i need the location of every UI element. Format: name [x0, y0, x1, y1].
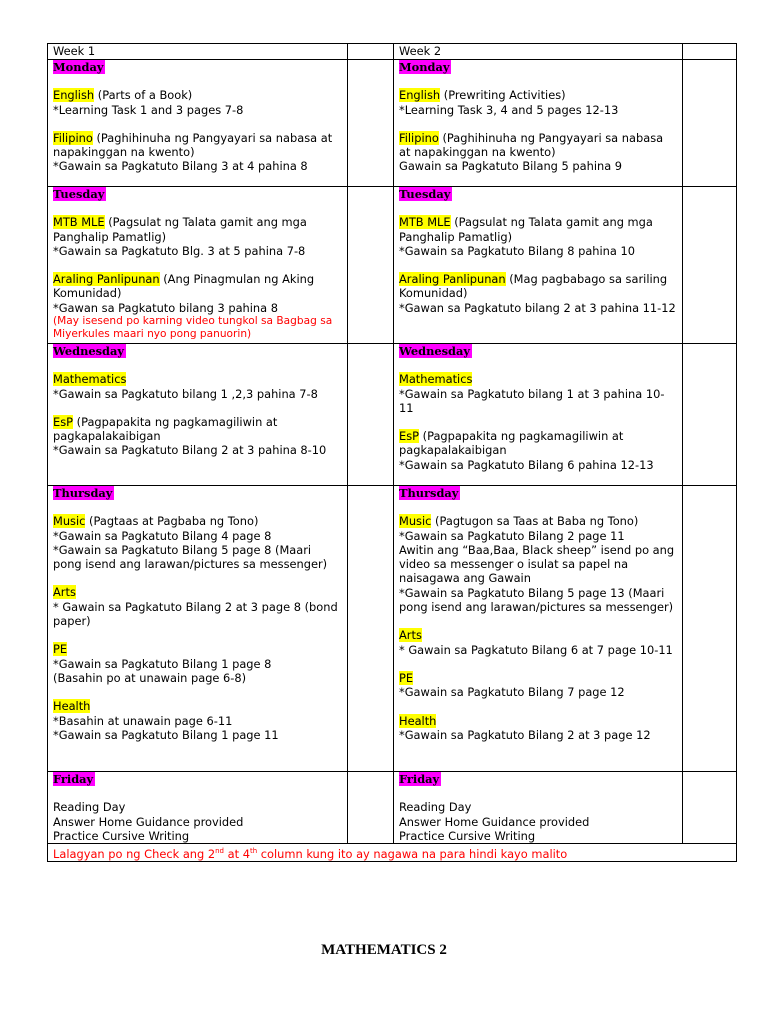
subject-block: [399, 272, 677, 315]
task-line: *Gawain sa Pagkatuto Bilang 2 page 11: [399, 528, 625, 543]
day-label-wrap: [399, 187, 677, 201]
subject-block: [53, 699, 342, 742]
task-line: *Gawain sa Pagkatuto Bilang 8 pahina 10: [399, 243, 635, 258]
subject-block: [53, 88, 342, 117]
week1-cell: [48, 187, 348, 344]
subject-name: PE: [53, 642, 68, 657]
week2-cell: [394, 187, 683, 344]
day-label: Tuesday: [53, 187, 105, 201]
subject-heading: [399, 514, 677, 528]
subject-name: EsP: [53, 414, 74, 429]
check-cell: [348, 60, 394, 187]
subject-description: (Pagpapakita ng pagkamagiliwin at pagkapalakaibigan: [399, 429, 624, 458]
subject-name: Health: [53, 699, 91, 714]
subject-heading: [399, 714, 677, 728]
subject-block: [399, 88, 677, 117]
subject-description: (Paghihinuha ng Pangyayari sa nabasa at napakinggan na kwento): [53, 130, 333, 160]
check-cell: [348, 486, 394, 772]
week1-cell: [48, 486, 348, 772]
task-line: *Gawain sa Pagkatuto Bilang 1 page 8: [53, 656, 272, 671]
subject-block: [53, 272, 342, 340]
subject-name: Mathematics: [399, 372, 473, 387]
task-line: Gawain sa Pagkatuto Bilang 5 pahina 9: [399, 159, 623, 174]
subject-description: (Pagtugon sa Taas at Baba ng Tono): [435, 514, 639, 529]
subject-description: (Pagsulat ng Talata gamit ang mga Panghalip Pamatlig): [399, 215, 653, 244]
check-cell: [348, 187, 394, 344]
check-cell: [348, 772, 394, 844]
task-line: *Basahin at unawain page 6-11: [53, 713, 233, 728]
week-2-header: Week 2: [394, 44, 683, 60]
day-label-wrap: [399, 486, 677, 500]
subject-block: [53, 642, 342, 685]
subject-name: Filipino: [399, 130, 439, 145]
task-line: *Gawain sa Pagkatuto Bilang 5 page 13 (Maari pong isend ang larawan/pictures sa messenger): [399, 585, 674, 615]
subject-block: [53, 215, 342, 258]
subject-heading: [399, 429, 677, 458]
subject-description: (Pagpapakita ng pagkamagiliwin at pagkapalakaibigan: [53, 414, 278, 444]
day-label: Thursday: [53, 486, 113, 500]
task-line: Awitin ang “Baa,Baa, Black sheep” isend po ang video sa messenger o isulat sa papel na naisagawa ang Gawain: [399, 542, 675, 586]
task-line: *Gawain sa Pagkatuto Bilang 6 pahina 12-13: [399, 457, 654, 472]
subject-name: MTB MLE: [53, 215, 105, 230]
subject-name: Music: [399, 514, 432, 529]
subject-name: Araling Panlipunan: [53, 272, 160, 287]
week2-cell: [394, 772, 683, 844]
subject-heading: [399, 88, 677, 102]
document-title: MATHEMATICS 2: [321, 942, 447, 958]
subject-heading: [53, 585, 342, 599]
check-cell: [683, 60, 737, 187]
task-line: * Gawain sa Pagkatuto Bilang 2 at 3 page 8 (bond paper): [53, 599, 338, 629]
day-label-wrap: [53, 486, 342, 500]
week1-cell: [48, 344, 348, 486]
subject-block: [53, 514, 342, 571]
day-label-wrap: [53, 344, 342, 358]
day-label: Monday: [53, 60, 104, 74]
subject-heading: [399, 671, 677, 685]
task-line: *Gawain sa Pagkatuto Bilang 5 page 8 (Maari pong isend ang larawan/pictures sa messenger): [53, 542, 328, 572]
subject-heading: [53, 372, 342, 386]
check-cell: [683, 772, 737, 844]
subject-heading: [53, 415, 342, 444]
day-row-monday: [48, 60, 737, 187]
subject-name: Mathematics: [53, 372, 127, 387]
friday-block: [399, 800, 677, 843]
subject-description: (Parts of a Book): [97, 88, 193, 103]
subject-name: English: [399, 88, 441, 103]
subject-block: [53, 372, 342, 401]
subject-name: Araling Panlipunan: [399, 272, 506, 287]
day-label: Friday: [53, 772, 94, 786]
friday-block: [53, 800, 342, 843]
task-line: *Gawain sa Pagkatuto Bilang 2 at 3 page 12: [399, 727, 651, 742]
subject-name: Health: [399, 713, 437, 728]
subject-heading: [399, 372, 677, 386]
footer-note: Lalagyan po ng Check ang 2nd at 4th column kung ito ay nagawa na para hindi kayo malito: [48, 844, 737, 862]
day-label: Tuesday: [399, 187, 451, 201]
day-label: Wednesday: [399, 344, 470, 358]
day-label-wrap: [53, 187, 342, 201]
subject-description: (Prewriting Activities): [443, 88, 566, 103]
check-cell: [348, 344, 394, 486]
friday-line: Answer Home Guidance provided: [53, 814, 244, 829]
task-line: (Basahin po at unawain page 6-8): [53, 670, 247, 685]
subject-name: Filipino: [53, 130, 93, 145]
task-line: *Gawan sa Pagkatuto bilang 3 pahina 8: [53, 300, 278, 315]
subject-block: [399, 372, 677, 415]
subject-heading: [399, 215, 677, 244]
week2-cell: [394, 486, 683, 772]
subject-description: (Mag pagbabago sa sariling Komunidad): [399, 272, 668, 301]
subject-description: (Pagsulat ng Talata gamit ang mga Panghalip Pamatlig): [53, 215, 307, 244]
week2-cell: [394, 60, 683, 187]
subject-heading: [53, 131, 342, 160]
subject-heading: [399, 628, 677, 642]
friday-line: Reading Day: [53, 800, 126, 815]
task-line: *Gawain sa Pagkatuto Bilang 1 page 11: [53, 727, 279, 742]
subject-name: MTB MLE: [399, 215, 451, 230]
week1-cell: [48, 60, 348, 187]
day-row-thursday: [48, 486, 737, 772]
week1-cell: [48, 772, 348, 844]
subject-name: Arts: [399, 628, 422, 643]
subject-description: (Pagtaas at Pagbaba ng Tono): [89, 514, 259, 529]
subject-block: [399, 215, 677, 258]
subject-name: Music: [53, 514, 86, 529]
task-line: *Gawain sa Pagkatuto Blg. 3 at 5 pahina 7-8: [53, 243, 306, 258]
subject-heading: [53, 88, 342, 102]
task-line: *Gawain sa Pagkatuto bilang 1 ,2,3 pahina 7-8: [53, 386, 318, 401]
footer-note-row: [48, 844, 737, 862]
week2-cell: [394, 344, 683, 486]
task-line: *Gawain sa Pagkatuto Bilang 4 page 8: [53, 528, 272, 543]
subject-heading: [53, 699, 342, 713]
subject-block: [399, 429, 677, 472]
check-column-1: [348, 44, 394, 60]
day-label-wrap: [399, 772, 677, 786]
subject-heading: [53, 215, 342, 244]
subject-block: [53, 415, 342, 458]
friday-line: Practice Cursive Writing: [399, 828, 536, 843]
subject-block: [399, 671, 677, 700]
check-cell: [683, 344, 737, 486]
check-cell: [683, 187, 737, 344]
friday-line: Practice Cursive Writing: [53, 828, 190, 843]
check-cell: [683, 486, 737, 772]
video-note: (May isesend po karning video tungkol sa Bagbag sa Miyerkules maari nyo pong panuorin): [53, 315, 333, 340]
day-label: Thursday: [399, 486, 459, 500]
day-label: Wednesday: [53, 344, 124, 358]
check-column-2: [683, 44, 737, 60]
subject-block: [53, 131, 342, 174]
day-label-wrap: [53, 772, 342, 786]
subject-heading: [53, 514, 342, 528]
day-label-wrap: [399, 344, 677, 358]
week-1-header: Week 1: [48, 44, 348, 60]
day-label-wrap: [53, 60, 342, 74]
subject-name: English: [53, 88, 95, 103]
day-label: Friday: [399, 772, 440, 786]
subject-description: (Ang Pinagmulan ng Aking Komunidad): [53, 272, 315, 301]
task-line: *Gawain sa Pagkatuto Bilang 3 at 4 pahina 8: [53, 159, 308, 174]
task-line: *Gawain sa Pagkatuto Bilang 7 page 12: [399, 685, 625, 700]
day-row-friday: [48, 772, 737, 844]
task-line: *Gawain sa Pagkatuto bilang 1 at 3 pahina 10-11: [399, 386, 665, 415]
day-label: Monday: [399, 60, 450, 74]
subject-block: [399, 714, 677, 743]
friday-line: Answer Home Guidance provided: [399, 814, 590, 829]
subject-block: [53, 585, 342, 628]
task-line: *Gawan sa Pagkatuto bilang 2 at 3 pahina 11-12: [399, 300, 676, 315]
task-line: *Learning Task 1 and 3 pages 7-8: [53, 102, 244, 117]
day-label-wrap: [399, 60, 677, 74]
task-line: *Gawain sa Pagkatuto Bilang 2 at 3 pahina 8-10: [53, 443, 327, 458]
subject-block: [399, 131, 677, 174]
task-line: * Gawain sa Pagkatuto Bilang 6 at 7 page 10-11: [399, 642, 673, 657]
subject-heading: [399, 272, 677, 301]
subject-heading: [399, 131, 677, 160]
day-row-wednesday: [48, 344, 737, 486]
task-line: *Learning Task 3, 4 and 5 pages 12-13: [399, 102, 619, 117]
subject-name: EsP: [399, 429, 420, 444]
friday-line: Reading Day: [399, 800, 472, 815]
subject-block: [399, 628, 677, 657]
subject-name: Arts: [53, 585, 76, 600]
schedule-table: [47, 43, 737, 862]
subject-block: [399, 514, 677, 614]
day-row-tuesday: [48, 187, 737, 344]
subject-heading: [53, 642, 342, 656]
subject-name: PE: [399, 670, 414, 685]
subject-heading: [53, 272, 342, 301]
subject-description: (Paghihinuha ng Pangyayari sa nabasa at napakinggan na kwento): [399, 130, 664, 160]
week-header-row: [48, 44, 737, 60]
